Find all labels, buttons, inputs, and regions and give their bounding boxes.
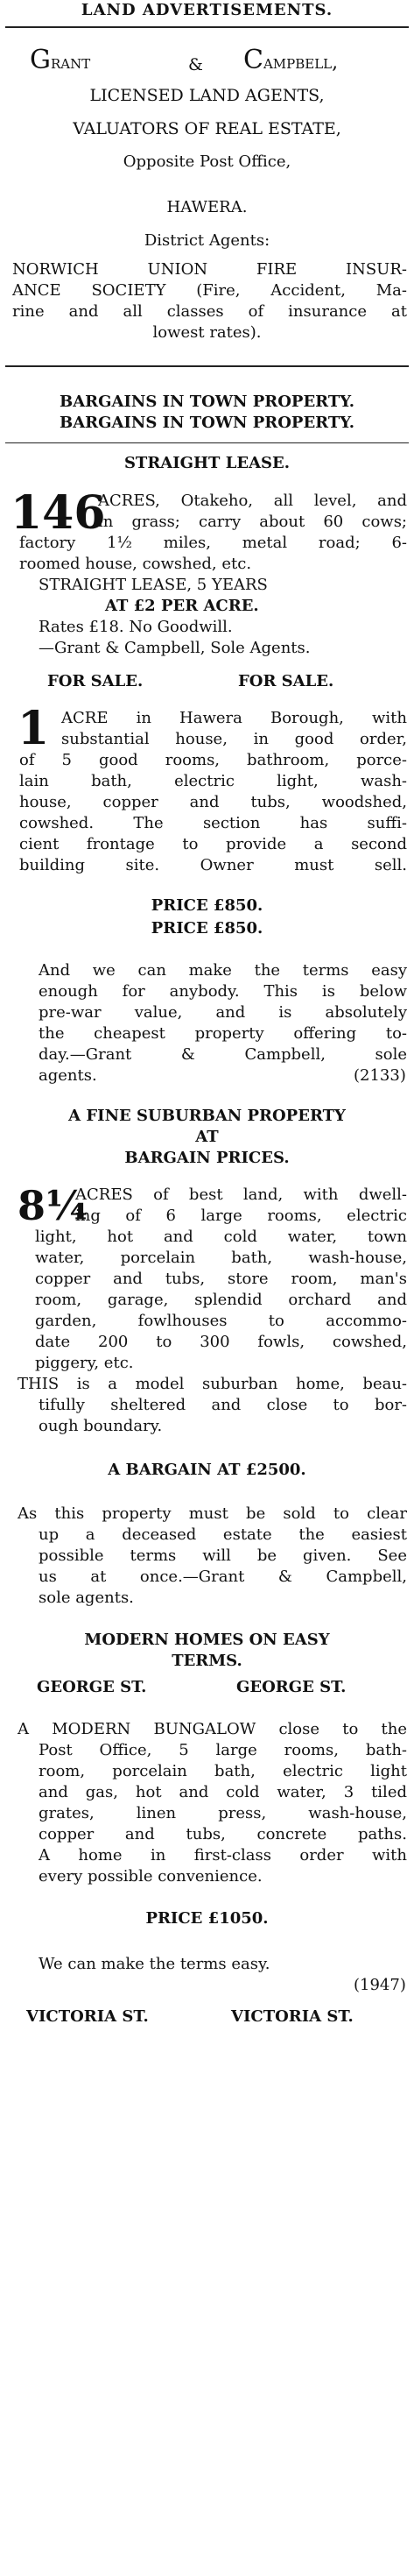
for-sale-after-5: day.—Grant & Campbell, sole xyxy=(39,1045,407,1064)
modern-street-right: GEORGE ST. xyxy=(236,1678,347,1696)
for-sale-heading-right: FOR SALE. xyxy=(238,672,334,690)
suburban-big-number: 8¼ xyxy=(18,1182,88,1229)
modern-line-2: Post Office, 5 large rooms, bath- xyxy=(39,1741,407,1759)
suburban-line-2: ing of 6 large rooms, electric xyxy=(75,1207,407,1225)
for-sale-price-2: PRICE £850. xyxy=(151,919,263,938)
modern-line-4: and gas, hot and cold water, 3 tiled xyxy=(39,1783,407,1801)
for-sale-after-4: the cheapest property offering to- xyxy=(39,1024,407,1043)
modern-line-3: room, porcelain bath, electric light xyxy=(39,1762,407,1780)
straight-lease-line-7: Rates £18. No Goodwill. xyxy=(39,618,233,636)
suburban-line-6: room, garage, splendid orchard and xyxy=(35,1291,407,1309)
section-rule-1 xyxy=(5,365,409,367)
modern-line-7: A home in first-class order with xyxy=(39,1846,407,1865)
for-sale-big-number: 1 xyxy=(18,702,50,755)
firm-ampersand: & xyxy=(188,55,203,74)
agents-line-4: lowest rates). xyxy=(152,323,262,342)
modern-street-left: GEORGE ST. xyxy=(37,1678,147,1696)
modern-line-8: every possible convenience. xyxy=(39,1867,263,1886)
straight-lease-line-4: roomed house, cowshed, etc. xyxy=(19,555,252,573)
straight-lease-line-5: STRAIGHT LEASE, 5 YEARS xyxy=(39,576,268,594)
suburban-line-5: copper and tubs, store room, man's xyxy=(35,1270,407,1288)
for-sale-line-2: substantial house, in good order, xyxy=(61,730,407,748)
suburban-para2-line-3: ough boundary. xyxy=(39,1417,163,1435)
bargains-heading-2: BARGAINS IN TOWN PROPERTY. xyxy=(59,414,355,432)
straight-lease-line-3: factory 1½ miles, metal road; 6- xyxy=(19,534,407,552)
modern-line-5: grates, linen press, wash-house, xyxy=(39,1804,407,1822)
page-title: LAND ADVERTISEMENTS. xyxy=(81,1,333,19)
for-sale-heading-left: FOR SALE. xyxy=(47,672,144,690)
suburban-line-7: garden, fowlhouses to accommo- xyxy=(35,1312,407,1330)
straight-lease-rate: AT £2 PER ACRE. xyxy=(105,597,259,615)
header-rule xyxy=(5,26,409,28)
modern-footer-right: VICTORIA ST. xyxy=(231,2007,354,2026)
for-sale-line-8: building site. Owner must sell. xyxy=(19,856,407,874)
agents-line-2: ANCE SOCIETY (Fire, Accident, Ma- xyxy=(12,281,407,300)
suburban-bargain-price: A BARGAIN AT £2500. xyxy=(108,1461,306,1479)
straight-lease-line-2: in grass; carry about 60 cows; xyxy=(98,513,407,531)
firm-name-grant xyxy=(30,45,91,75)
for-sale-after-2: enough for anybody. This is below xyxy=(39,982,407,1001)
modern-line-1: A MODERN BUNGALOW close to the xyxy=(18,1720,407,1738)
modern-price: PRICE £1050. xyxy=(145,1909,269,1928)
suburban-line-3: light, hot and cold water, town xyxy=(35,1228,407,1246)
straight-lease-line-8: —Grant & Campbell, Sole Agents. xyxy=(39,639,311,657)
suburban-line-4: water, porcelain bath, wash-house, xyxy=(35,1249,407,1267)
for-sale-line-6: cowshed. The section has suffi- xyxy=(19,814,407,832)
bargains-heading-1: BARGAINS IN TOWN PROPERTY. xyxy=(59,393,355,411)
modern-footer-left: VICTORIA ST. xyxy=(26,2007,149,2026)
suburban-para3-line-2: up a deceased estate the easiest xyxy=(39,1525,407,1544)
firm-name-campbell xyxy=(243,45,339,75)
suburban-para2-line-2: tifully sheltered and close to bor- xyxy=(39,1396,407,1414)
for-sale-last-line: agents. xyxy=(39,1066,97,1085)
firm-line-valuators: VALUATORS OF REAL ESTATE, xyxy=(73,119,341,138)
straight-lease-heading: STRAIGHT LEASE. xyxy=(123,454,291,472)
suburban-para3-line-1: As this property must be sold to clear xyxy=(18,1504,407,1523)
section-rule-2 xyxy=(5,442,409,443)
firm-name-campbell-text: ampbell, xyxy=(263,52,339,74)
suburban-para3-line-3: possible terms will be given. See xyxy=(39,1546,407,1565)
firm-initial-g: G xyxy=(30,45,51,75)
agents-line-1: NORWICH UNION FIRE INSUR- xyxy=(12,260,407,279)
for-sale-ref: (2133) xyxy=(354,1066,406,1085)
suburban-para3-line-5: sole agents. xyxy=(39,1589,134,1607)
firm-name-grant-text: rant xyxy=(50,52,91,74)
suburban-heading-2: AT xyxy=(195,1128,219,1146)
for-sale-line-7: cient frontage to provide a second xyxy=(19,835,407,853)
suburban-line-9: piggery, etc. xyxy=(35,1354,134,1372)
straight-lease-line-1: ACRES, Otakeho, all level, and xyxy=(98,492,407,510)
straight-lease-big-number: 146 xyxy=(11,486,106,540)
suburban-heading-1: A FINE SUBURBAN PROPERTY xyxy=(68,1107,346,1125)
for-sale-line-3: of 5 good rooms, bathroom, porce- xyxy=(19,751,407,769)
firm-initial-c: C xyxy=(243,45,263,75)
modern-line-6: copper and tubs, concrete paths. xyxy=(39,1825,407,1844)
modern-ref: (1947) xyxy=(354,1976,406,1994)
district-agents-label: District Agents: xyxy=(144,231,270,250)
modern-heading-2: TERMS. xyxy=(172,1652,242,1670)
suburban-para3-line-4: us at once.—Grant & Campbell, xyxy=(39,1568,407,1586)
for-sale-after-1: And we can make the terms easy xyxy=(39,961,407,980)
for-sale-line-5: house, copper and tubs, woodshed, xyxy=(19,793,407,811)
suburban-line-8: date 200 to 300 fowls, cowshed, xyxy=(35,1333,407,1351)
modern-terms-line: We can make the terms easy. xyxy=(39,1955,270,1973)
firm-line-address: Opposite Post Office, xyxy=(123,152,291,171)
firm-line-agents: LICENSED LAND AGENTS, xyxy=(89,86,325,105)
suburban-para2-line-1: THIS is a model suburban home, beau- xyxy=(18,1375,407,1393)
for-sale-line-1: ACRE in Hawera Borough, with xyxy=(61,709,407,727)
for-sale-price-1: PRICE £850. xyxy=(151,896,263,915)
suburban-line-1: ACRES of best land, with dwell- xyxy=(75,1185,407,1204)
for-sale-line-4: lain bath, electric light, wash- xyxy=(19,772,407,790)
suburban-heading-3: BARGAIN PRICES. xyxy=(124,1149,290,1167)
for-sale-after-3: pre-war value, and is absolutely xyxy=(39,1003,407,1022)
firm-town: HAWERA. xyxy=(166,198,248,216)
modern-heading-1: MODERN HOMES ON EASY xyxy=(84,1631,330,1649)
agents-line-3: rine and all classes of insurance at xyxy=(12,302,407,321)
